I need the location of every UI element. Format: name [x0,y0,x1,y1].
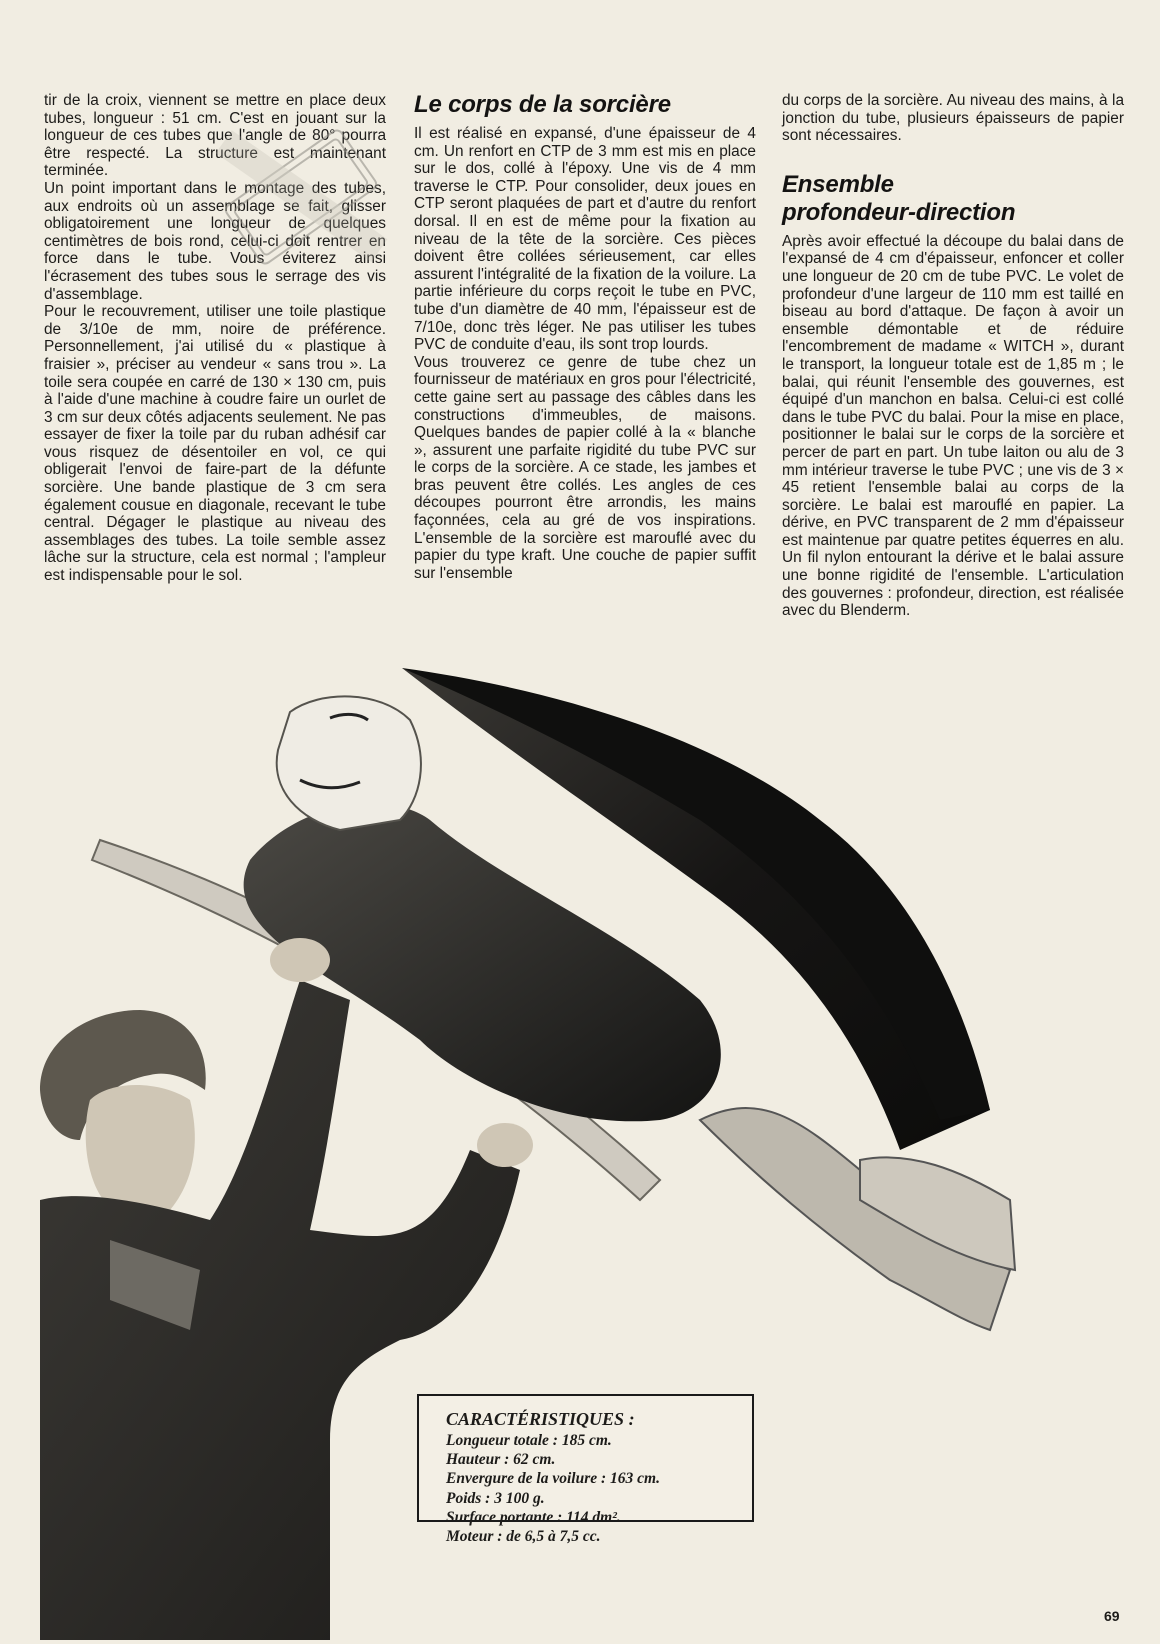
paragraph: Vous trouverez ce genre de tube chez un fournisseur de matériaux en gros pour l'électricité, cette gaine sert au passage des câbles dans les constructions d'immeubles, de maisons. Quelques bandes de papier collé à la « blanche », assurent une parfaite rigidité du tube PVC sur le corps de la sorcière. A ce stade, les jambes et bras peuvent être collés. Les angles de ces découpes pourront être arrondis, les mains façonnées, cela au gré de vos inspirations. L'ensemble de la sorcière est marouflé avec du papier du type kraft. Une couche de papier suffit sur l'ensemble [414,353,756,582]
paragraph: Pour le recouvrement, utiliser une toile plastique de 3/10e de mm, noire de préférence. Personnellement, j'ai utilisé du « plastique à fraisier », préciser au vendeur « sans trou ». La toile sera coupée en carré de 130 × 130 cm, puis à l'aide d'une machine à coudre faire un ourlet de 3 cm sur deux côtés adjacents seulement. Ne pas essayer de fixer la toile par du ruban adhésif car vous risquez de désentoiler en vol, ce qui obligerait l'envoi de faire-part de la défunte sorcière. Une bande plastique de 3 cm sera également cousue en diagonale, recevant le tube central. Dégager le plastique au niveau des assemblages des tubes. La toile semble assez lâche sur la structure, cela est normal ; l'ampleur est indispensable pour le sol. [44,303,386,585]
paragraph: Il est réalisé en expansé, d'une épaisseur de 4 cm. Un renfort en CTP de 3 mm est mis en place sur le dos, collé à l'époxy. Une vis de 4 mm traverse le CTP. Pour consolider, deux joues en CTP seront plaquées de part et d'autre du renfort dorsal. Il en est de même pour la fixation au niveau de la tête de la sorcière. Ces pièces doivent être collées sérieusement, car elles assurent l'intégralité de la fixation de la voilure. La partie inférieure du corps reçoit le tube en PVC, tube d'un diamètre de 40 mm, l'épaisseur est de 7/10e, donc très léger. Ne pas utiliser les tubes PVC de conduite d'eau, ils sont trop lourds. [414,125,756,354]
section-heading-line: profondeur-direction [782,198,1016,226]
section-heading [782,171,1124,227]
section-heading-line: Ensemble [782,170,894,198]
paragraph: Après avoir effectué la découpe du balai dans de l'expansé de 4 cm d'épaisseur, enfoncer et coller une longueur de 20 cm de tube PVC. Le volet de profondeur d'une largeur de 110 mm est taillé en biseau au bord d'attaque. De façon à avoir un ensemble démontable et de réduire l'encombrement de madame « WITCH », durant le transport, la longueur totale est de 1,85 m ; le balai, qui réunit l'ensemble des gouvernes, est équipé d'un manchon en balsa. Celui-ci est collé dans le tube PVC du balai. Pour la mise en place, positionner le balai sur le corps de la sorcière et percer de part en part. Un tube laiton ou alu de 3 mm intérieur traverse le tube PVC ; une vis de 3 × 45 retient l'ensemble balai au corps de la sorcière. Le balai est marouflé en papier. La dérive, en PVC transparent de 2 mm d'épaisseur est maintenue par quatre petites équerres en alu. Un fil nylon entourant la dérive et le balai assure une bonne rigidité de l'ensemble. L'articulation des gouvernes : profondeur, direction, est réalisée avec du Blenderm. [782,232,1124,620]
watermark-stamp [196,92,406,302]
spec-line: Surface portante : 114 dm². [446,1508,621,1526]
spec-line: Envergure de la voilure : 163 cm. [446,1470,660,1488]
text-column-2 [414,92,756,582]
section-heading: Le corps de la sorcière [414,91,671,118]
spec-line: Hauteur : 62 cm. [446,1451,556,1469]
characteristics-box [417,1394,754,1546]
paragraph: Un point important dans le montage des tubes, aux endroits où un assemblage se fait, glisser obligatoirement une longueur de quelques centimètres de bois rond, celui-ci doit rentrer en force dans le tube. Vous éviterez ainsi l'écrasement des tubes sous le serrage des vis d'assemblage. [44,179,386,303]
spec-line: Longueur totale : 185 cm. [446,1432,612,1449]
spec-line: Moteur : de 6,5 à 7,5 cc. [446,1528,601,1546]
paragraph: tir de la croix, viennent se mettre en place deux tubes, longueur : 51 cm. C'est en jouant sur la longueur de ces tubes que l'angle de 80° pourra être respecté. La structure est maintenant terminée. [44,92,386,180]
spec-line: Poids : 3 100 g. [446,1489,545,1507]
man-hand-left [270,938,330,982]
page-number: 69 [1104,1608,1120,1624]
characteristics-title: CARACTÉRISTIQUES : [446,1409,635,1429]
witch-head [277,696,421,830]
text-column-3 [782,92,1124,620]
man-hand-right [477,1123,533,1167]
paragraph: du corps de la sorcière. Au niveau des mains, à la jonction du tube, plusieurs épaisseurs de papier sont nécessaires. [782,92,1124,145]
